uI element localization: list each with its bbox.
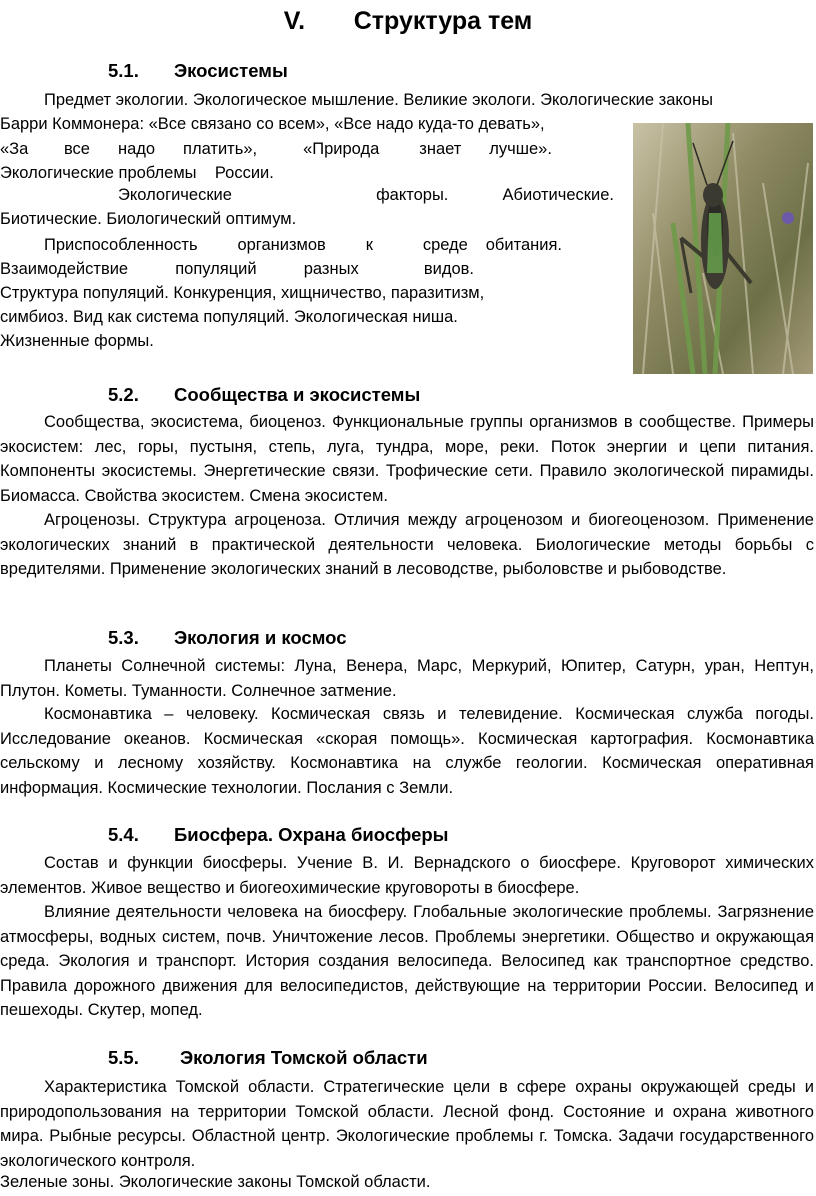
word: «Природа <box>303 140 380 158</box>
s1-line-10: симбиоз. Вид как система популяций. Экологическая ниша. <box>0 308 458 326</box>
word: организмов <box>237 236 326 254</box>
word: к <box>365 236 373 254</box>
s1-line-11: Жизненные формы. <box>0 332 154 350</box>
page-title <box>0 4 816 38</box>
s1-line-4: Экологические проблемы России. <box>0 164 274 182</box>
s1-line-1: Предмет экологии. Экологическое мышление. Великие экологи. Экологические законы <box>44 91 713 109</box>
section-heading-5-2 <box>108 383 420 407</box>
title-text: Структура тем <box>353 7 533 35</box>
word: видов. <box>423 260 474 278</box>
word: обитания. <box>485 236 562 254</box>
word: платить», <box>183 140 258 158</box>
word: Абиотические. <box>502 186 614 204</box>
section-title: Экология Томской области <box>180 1047 428 1068</box>
word: Приспособленность <box>44 236 198 254</box>
s1-line-7 <box>44 233 562 258</box>
title-number: V. <box>283 7 306 35</box>
s1-line-5 <box>118 183 614 208</box>
word: популяций <box>175 260 257 278</box>
word: Экологические <box>118 186 232 204</box>
section-title: Сообщества и экосистемы <box>174 384 421 405</box>
word: Взаимодействие <box>0 260 129 278</box>
section-heading-5-1 <box>108 59 288 83</box>
purple-flower <box>782 212 794 224</box>
s3-paragraph-1: Планеты Солнечной системы: Луна, Венера, Марс, Меркурий, Юпитер, Сатурн, уран, Нептун, Плутон. Кометы. Туманности. Солнечное затмение. <box>0 657 814 700</box>
s4-paragraph-1: Состав и функции биосферы. Учение В. И. Вернадского о биосфере. Круговорот химических элементов. Живое вещество и биогеохимические круговороты в биосфере. <box>0 854 814 897</box>
s1-line-8 <box>0 257 474 282</box>
s3-paragraph-2: Космонавтика – человеку. Космическая связь и телевидение. Космическая служба погоды. Исследование океанов. Космическая «скорая помощь». Космическая картография. Космонавтика сельскому и лесному хозяйству. Космонавтика на службе геологии. Космическая оперативная информация. Космические технологии. Послания с Земли. <box>0 705 814 797</box>
word: «За <box>0 140 29 158</box>
section-number: 5.1. <box>108 60 139 81</box>
s1-line-6: Биотические. Биологический оптимум. <box>0 210 297 228</box>
section-number: 5.2. <box>108 384 139 405</box>
word: знает <box>419 140 462 158</box>
section-number: 5.5. <box>108 1047 139 1068</box>
section-number: 5.4. <box>108 824 139 845</box>
s2-paragraph-1: Сообщества, экосистема, биоценоз. Функциональные группы организмов в сообществе. Примеры экосистем: лес, горы, пустыня, степь, луга, тундра, море, реки. Поток энергии и цепи питания. Компоненты экосистемы. Энергетические связи. Трофические сети. Правило экологической пирамиды. Биомасса. Свойства экосистем. Смена экосистем. <box>0 413 814 505</box>
section-number: 5.3. <box>108 627 139 648</box>
word: надо <box>117 140 156 158</box>
s5-paragraph-2: Зеленые зоны. Экологические законы Томской области. <box>0 1173 431 1191</box>
section-title: Биосфера. Охрана биосферы <box>174 824 449 845</box>
section-title: Экосистемы <box>174 60 288 81</box>
s1-line-2: Барри Коммонера: «Все связано со всем», «Все надо куда-то девать», <box>0 115 545 133</box>
s5-paragraph-1: Характеристика Томской области. Стратегические цели в сфере охраны окружающей среды и природопользования на территории Томской области. Лесной фонд. Состояние и охрана животного мира. Рыбные ресурсы. Областной центр. Экологические проблемы г. Томска. Задачи государственного экологического контроля. <box>0 1078 814 1170</box>
section-heading-5-5 <box>108 1046 428 1070</box>
section-heading-5-3 <box>108 626 347 650</box>
word: лучше». <box>489 140 552 158</box>
word: разных <box>303 260 359 278</box>
word: факторы. <box>376 186 449 204</box>
word: все <box>63 140 90 158</box>
section-title: Экология и космос <box>174 627 347 648</box>
grasshopper-illustration <box>633 123 813 374</box>
section-heading-5-4 <box>108 823 448 847</box>
s1-line-9: Структура популяций. Конкуренция, хищничество, паразитизм, <box>0 284 485 302</box>
s1-line-3 <box>0 137 552 162</box>
word: среде <box>422 236 468 254</box>
s4-paragraph-2: Влияние деятельности человека на биосферу. Глобальные экологические проблемы. Загрязнение атмосферы, водных систем, почв. Уничтожение лесов. Проблемы энергетики. Общество и окружающая среда. Экология и транспорт. История создания велосипеда. Велосипед как транспортное средство. Правила дорожного движения для велосипедистов, действующие на территории России. Велосипед и пешеходы. Скутер, мопед. <box>0 903 814 1020</box>
grasshopper-photo <box>633 123 813 374</box>
s2-paragraph-2: Агроценозы. Структура агроценоза. Отличия между агроценозом и биогеоценозом. Применение экологических знаний в практической деятельности человека. Биологические методы борьбы с вредителями. Применение экологических знаний в лесоводстве, рыболовстве и рыбоводстве. <box>0 511 814 579</box>
